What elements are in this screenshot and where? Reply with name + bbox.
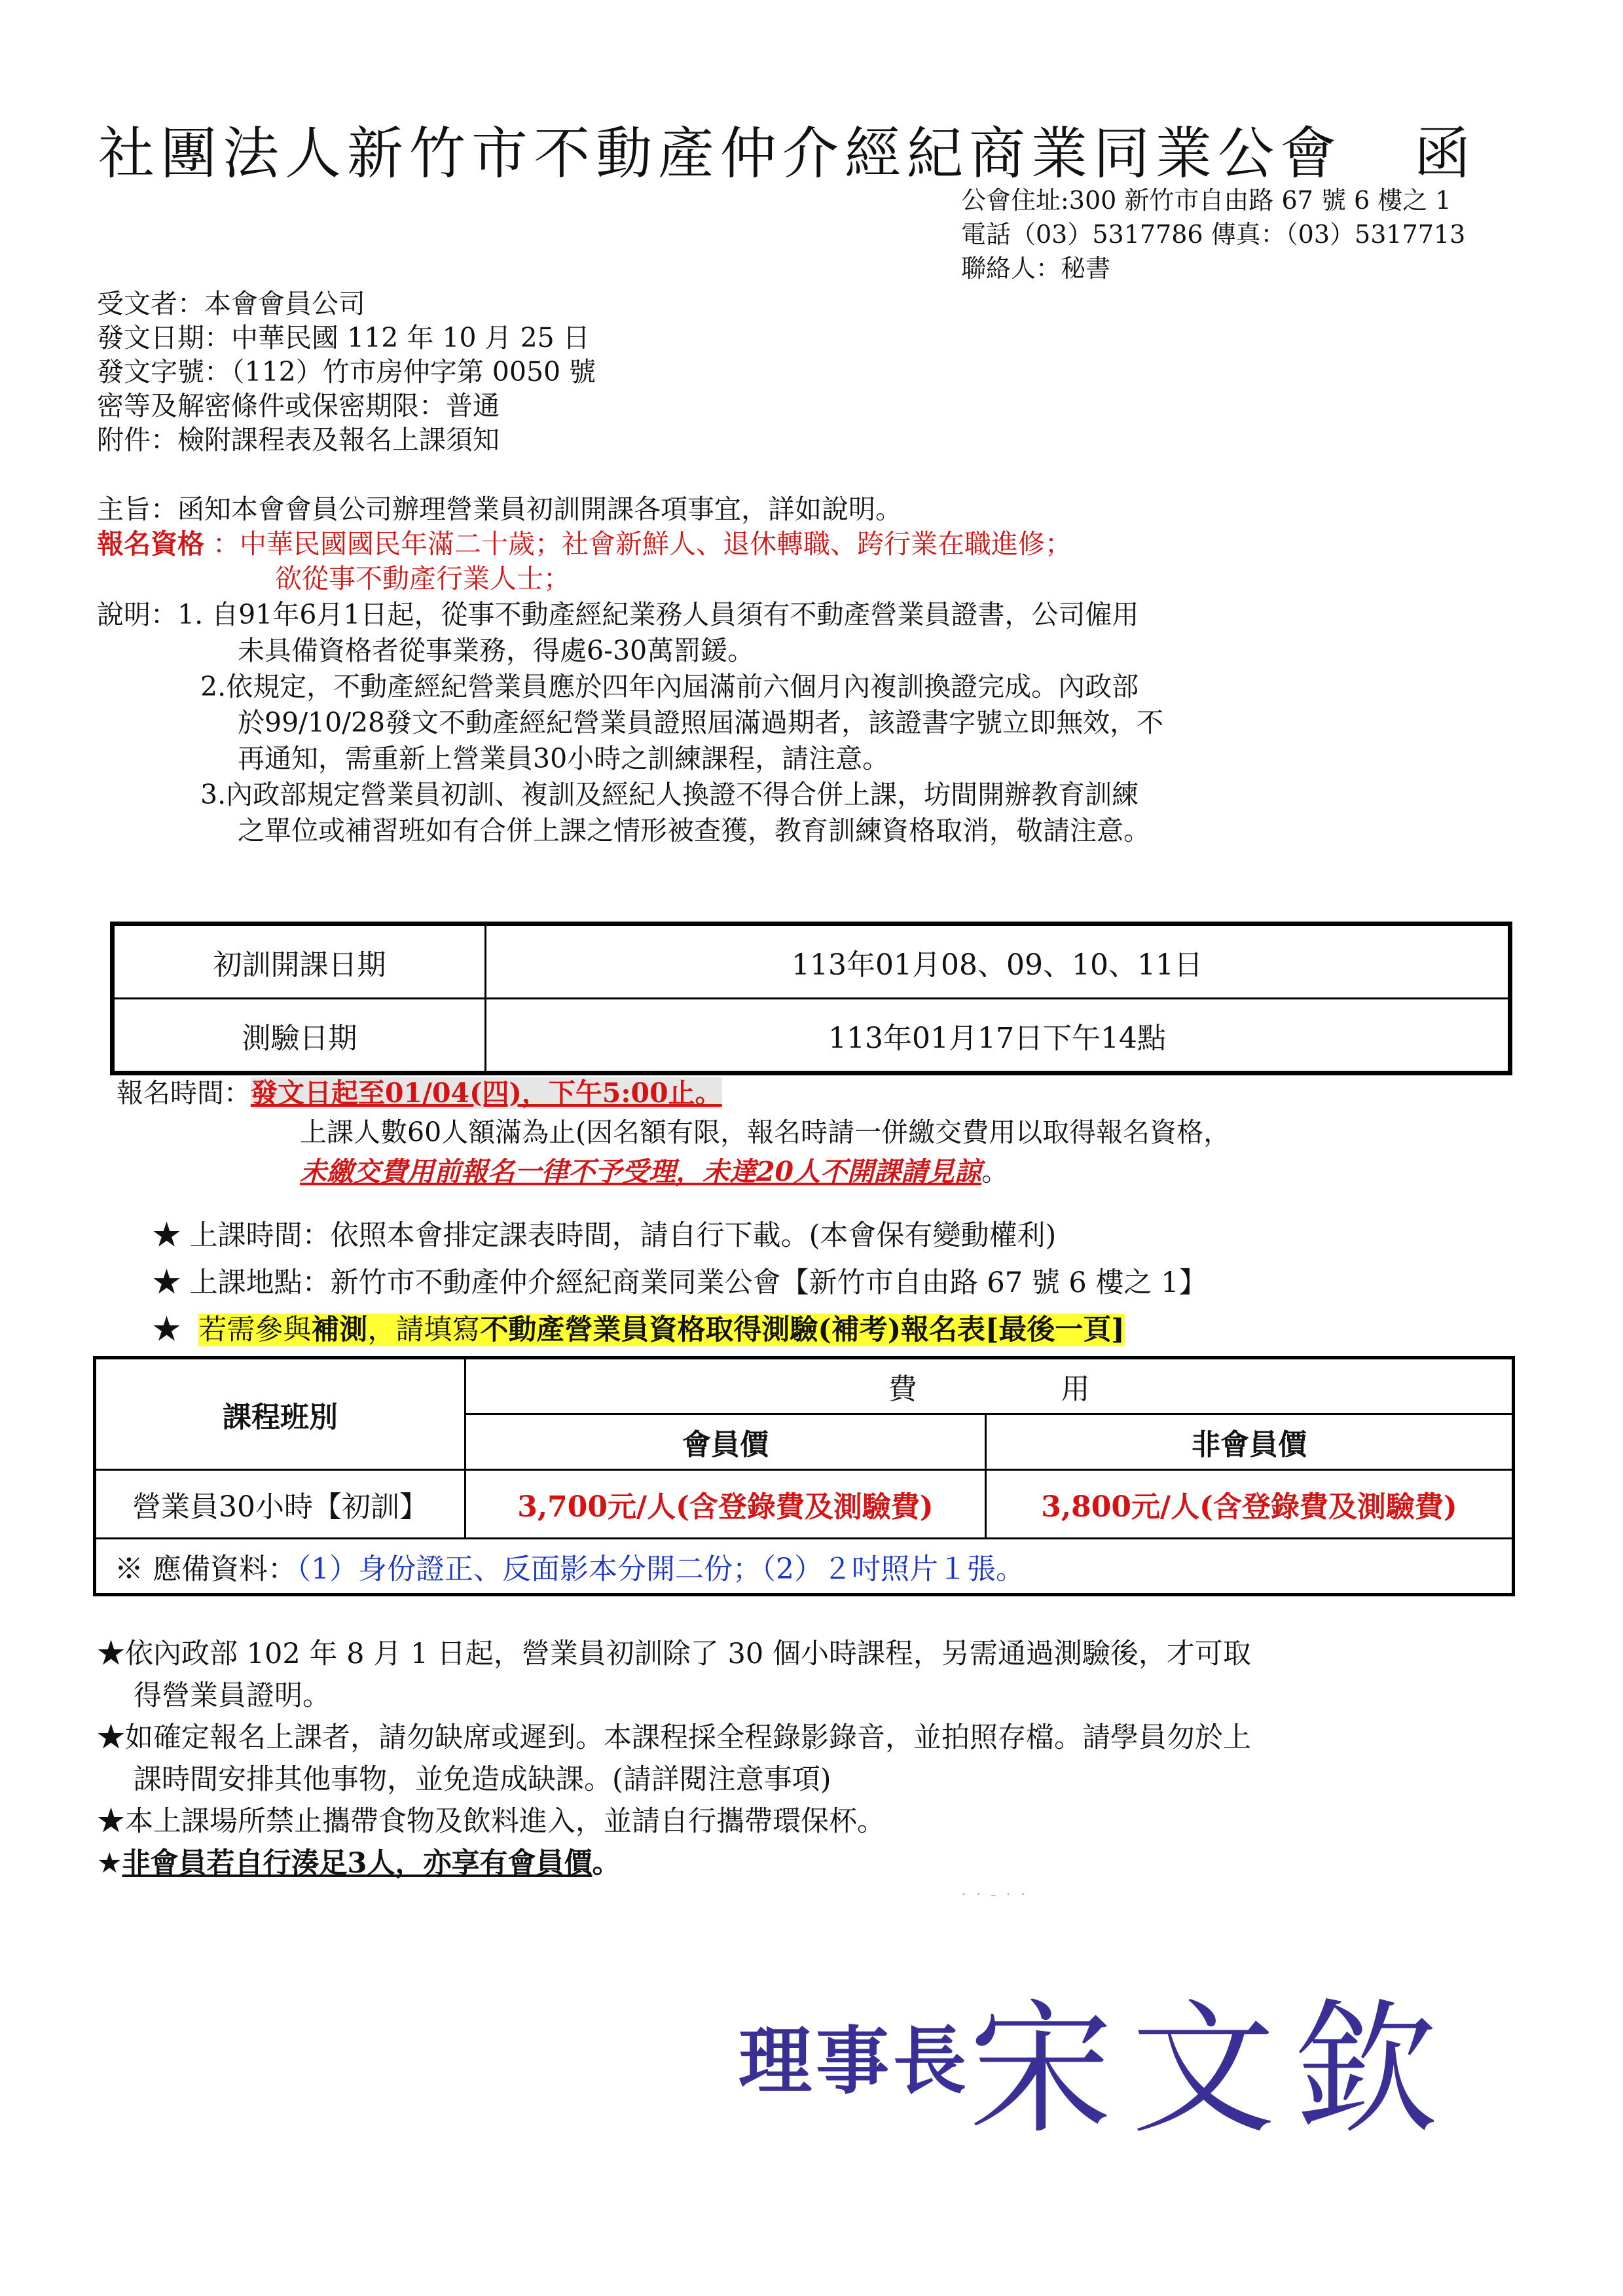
document-title <box>98 108 1476 189</box>
chairman-title: 理事長 <box>739 2018 970 2104</box>
signup-capacity: 上課人數60人額滿為止(因名額有限，報名時請一併繳交費用以取得報名資格， <box>300 1117 1231 1148</box>
list-item: ★ 上課時間：依照本會排定課表時間，請自行下載。(本會保有變動權利) <box>153 1219 1057 1252</box>
qualification <box>97 527 1072 562</box>
course-header: 課程班別 <box>95 1358 465 1470</box>
issue-date: 發文日期：中華民國 112 年 10 月 25 日 <box>97 322 590 353</box>
subject-block <box>97 492 1072 596</box>
recipient: 受文者：本會會員公司 <box>97 288 365 319</box>
explanation-item: 2.依規定，不動產經紀營業員應於四年內屆滿前六個月內複訓換證完成。內政部 <box>200 671 1139 702</box>
contact-block <box>961 183 1465 285</box>
nonmember-price: 3,800元/人(含登錄費及測驗費) <box>986 1470 1514 1539</box>
makeup-text: 補測 <box>311 1314 368 1346</box>
explanation-item: 3.內政部規定營業員初訓、複訓及經紀人換證不得合併上課，坊間開辦教育訓練 <box>200 779 1139 810</box>
schedule-label: 測驗日期 <box>113 999 486 1073</box>
star-icon: ★ <box>97 1847 122 1880</box>
note-item: 課時間安排其他事物，並免造成缺課。(請詳閱注意事項) <box>134 1763 831 1796</box>
org-name: 社團法人新竹市不動產仲介經紀商業同業公會 <box>98 121 1342 187</box>
note-item: ★本上課場所禁止攜帶食物及飲料進入，並請自行攜帶環保杯。 <box>97 1805 885 1838</box>
course-info-list <box>153 1212 1207 1354</box>
note-item <box>97 1842 1251 1884</box>
note-item: ★依內政部 102 年 8 月 1 日起，營業員初訓除了 30 個小時課程，另需通過測驗後，才可取 <box>97 1638 1251 1670</box>
makeup-form-name: 不動產營業員資格取得測驗(補考)報名表[最後一頁] <box>480 1314 1125 1346</box>
table-row <box>95 1470 1514 1539</box>
member-header: 會員價 <box>465 1414 986 1470</box>
explanation-item: 之單位或補習班如有合併上課之情形被查獲，教育訓練資格取消，敬請注意。 <box>238 815 1150 846</box>
doc-number: 發文字號：（112）竹市房仲字第 0050 號 <box>97 356 596 387</box>
document-meta <box>97 287 596 457</box>
signup-label: 報名時間： <box>117 1077 251 1109</box>
signup-warning: 未繳交費用前報名一律不予受理，未達20人不開課請見諒 <box>300 1156 982 1187</box>
signup-period: 發文日起至01/04(四)，下午5:00止。 <box>251 1077 722 1109</box>
notes-block <box>97 1633 1251 1884</box>
secrecy-level: 密等及解密條件或保密期限：普通 <box>97 390 500 422</box>
table-row <box>95 1358 1514 1414</box>
makeup-text: ，請填寫 <box>367 1314 481 1346</box>
explanation-label: 說明： <box>97 599 177 630</box>
signup-warning-end: 。 <box>981 1156 1009 1187</box>
schedule-value: 113年01月08、09、10、11日 <box>486 924 1510 999</box>
explanation-item: 再通知，需重新上營業員30小時之訓練課程，請注意。 <box>238 743 890 774</box>
qualification-label: 報名資格 <box>97 528 204 560</box>
table-row <box>113 924 1510 999</box>
course-name: 營業員30小時【初訓】 <box>95 1470 465 1539</box>
address: 公會住址:300 新竹市自由路 67 號 6 樓之 1 <box>961 186 1451 215</box>
qualification-line2: 欲從事不動產行業人士； <box>275 563 570 594</box>
attachment: 附件：檢附課程表及報名上課須知 <box>97 424 500 456</box>
schedule-label: 初訓開課日期 <box>113 924 486 999</box>
fee-header: 費 用 <box>465 1358 1514 1414</box>
explanation-item: 未具備資格者從事業務，得處6-30萬罰鍰。 <box>238 635 755 666</box>
doc-type: 函 <box>1414 121 1476 187</box>
makeup-item <box>153 1306 1207 1354</box>
purpose: 主旨：函知本會會員公司辦理營業員初訓開課各項事宜，詳如說明。 <box>97 493 902 525</box>
explanation <box>97 597 1163 849</box>
required-label: ※ 應備資料： <box>115 1552 297 1586</box>
explanation-item: 於99/10/28發文不動產經紀營業員證照屆滿過期者，該證書字號立即無效，不 <box>238 707 1164 738</box>
fee-table <box>93 1356 1515 1596</box>
contact-person: 聯絡人：秘書 <box>961 254 1111 283</box>
note-item: ★如確定報名上課者，請勿缺席或遲到。本課程採全程錄影錄音，並拍照存檔。請學員勿於上 <box>97 1721 1251 1754</box>
schedule-table <box>110 922 1512 1075</box>
note-item: 得營業員證明。 <box>134 1679 331 1712</box>
scan-artifact: · · - · · <box>961 1885 1028 1905</box>
list-item: ★ 上課地點：新竹市不動產仲介經紀商業同業公會【新竹市自由路 67 號 6 樓之 1】 <box>153 1266 1207 1299</box>
phone: 電話（03）5317786 傳真：（03）5317713 <box>961 220 1466 249</box>
note-highlight: 非會員若自行湊足3人，亦享有會員價 <box>122 1847 593 1880</box>
note-end: 。 <box>592 1847 621 1880</box>
table-row <box>113 999 1510 1073</box>
nonmember-header: 非會員價 <box>986 1414 1514 1470</box>
required-docs <box>95 1539 1514 1595</box>
table-row <box>95 1539 1514 1595</box>
chairman-signature: 宋文欽 <box>969 1986 1457 2153</box>
star-icon: ★ <box>153 1314 181 1346</box>
member-price: 3,700元/人(含登錄費及測驗費) <box>465 1470 986 1539</box>
required-items: （1）身份證正、反面影本分開二份；（2）２吋照片１張。 <box>297 1552 1025 1586</box>
signup-block <box>117 1073 1230 1191</box>
makeup-text: 若需參與 <box>198 1314 312 1346</box>
qualification-line1: ：中華民國國民年滿二十歲；社會新鮮人、退休轉職、跨行業在職進修； <box>213 528 1072 560</box>
schedule-value: 113年01月17日下午14點 <box>486 999 1510 1073</box>
explanation-item: 1. 自91年6月1日起，從事不動產經紀業務人員須有不動產營業員證書，公司僱用 <box>177 599 1139 630</box>
